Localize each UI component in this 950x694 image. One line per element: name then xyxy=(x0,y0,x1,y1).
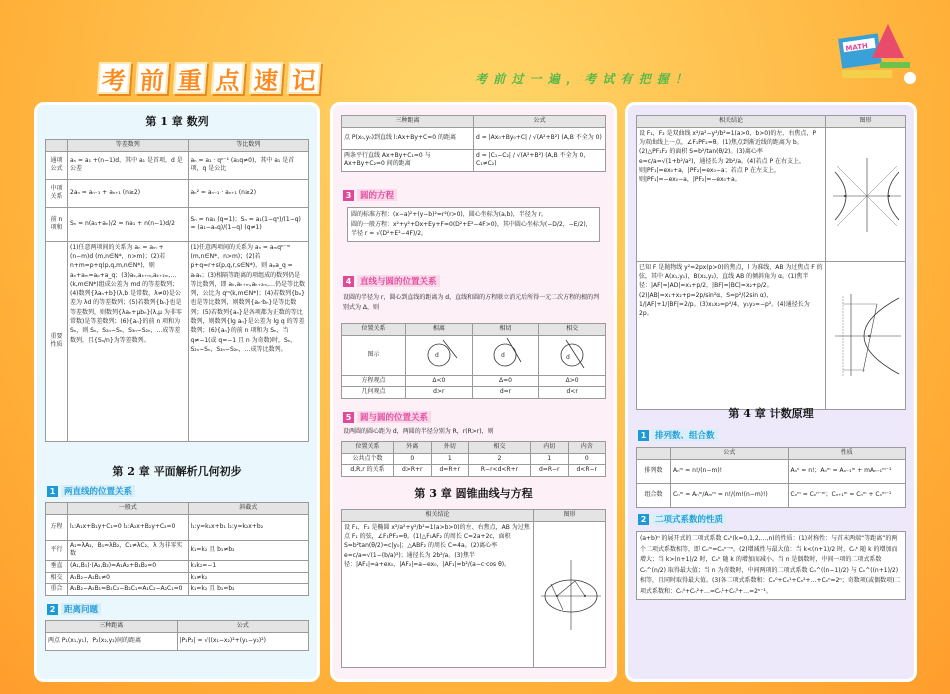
section-title: 直线与圆的位置关系 xyxy=(357,275,440,287)
table-header: 内含 xyxy=(568,442,606,454)
section-heading xyxy=(638,429,718,441)
row-label: 方程观点 xyxy=(342,375,406,387)
section-title: 排列数、组合数 xyxy=(652,429,718,441)
title-char: 速 xyxy=(249,62,283,94)
table-cell: Aₙⁿ = n!；Aₙᵐ = Aₙ₋₁ᵐ + mAₙ₋₁ᵐ⁻¹ xyxy=(788,459,906,483)
table-header xyxy=(46,503,68,515)
hyperbola-figure xyxy=(829,154,903,234)
tangent-line-circle-figure xyxy=(485,338,525,372)
table-cell: Δ=0 xyxy=(472,375,539,387)
table-header: 位置关系 xyxy=(342,442,394,454)
table-cell: 1 xyxy=(531,453,569,465)
section-number: 5 xyxy=(343,412,354,423)
table-cell: 0 xyxy=(568,453,606,465)
circle-standard-text: 圆的标准方程：(x−a)²+(y−b)²=r²(r>0)，圆心坐标为(a,b)，半径为 r。 xyxy=(351,211,548,218)
row-label: 相交 xyxy=(46,572,68,584)
table-cell: l₁:A₁x+B₁y+C₁=0 l₂:A₂x+B₂y+C₂=0 xyxy=(68,514,189,540)
table-header xyxy=(46,140,68,152)
table-header: 三种距离 xyxy=(46,621,178,633)
table-cell: d<r xyxy=(539,387,606,399)
table-cell: Δ<0 xyxy=(406,375,473,387)
panel-column-1 xyxy=(34,102,320,682)
svg-text:d: d xyxy=(434,352,439,360)
table-cell: 1 xyxy=(431,453,469,465)
row-label: 方程 xyxy=(46,514,68,540)
row-label: 平行 xyxy=(46,540,68,560)
chapter-1-title: 第 1 章 数列 xyxy=(145,115,209,128)
section-heading xyxy=(343,189,397,201)
table-cell: (1)任意两项间的关系为 aₙ = aₘ +(n−m)d (m,n∈N*，n>m)；(2)若 n+m=p+q(p,q,m,n∈N*)，则 aₙ+aₘ=aₚ+a_q；(3)aₖ,aₖ₊ₘ,aₖ₊₂ₘ,…(k,m∈N*)组成公差为 md 的等差数列；(4)数列{λaₙ+b}(λ,b 是常数，λ≠0)是公差为 λd 的等差数列；(5)若数列{bₙ}也是等差数列，则数列{λaₙ+μbₙ}(λ,μ 为非零常数)是等差数列；(6){aₙ}的前 n 项和为 Sₙ，则 Sₙ，S₂ₙ−Sₙ，S₃ₙ−S₂ₙ，…成等差数列，且{Sₙ/n}为等差数列。 xyxy=(68,241,189,441)
diagram-cell xyxy=(406,335,473,375)
row-label: 通项公式 xyxy=(46,151,68,179)
table-cell: d<R−r xyxy=(568,465,606,477)
section-title: 两直线的位置关系 xyxy=(61,485,135,497)
row-label: 图示 xyxy=(342,335,406,375)
table-cell: 2aₙ = aₙ₋₁ + aₙ₊₁ (n≥2) xyxy=(68,179,189,207)
table-header: 相关结论 xyxy=(637,116,826,128)
diagram-cell xyxy=(534,521,606,667)
row-label: 中项关系 xyxy=(46,179,68,207)
table-header: 内切 xyxy=(531,442,569,454)
row-label: 重合 xyxy=(46,584,68,596)
chapter-3-title: 第 3 章 圆锥曲线与方程 xyxy=(414,487,533,500)
section-number: 1 xyxy=(638,430,649,441)
table-cell: 两点 P₁(x₁,y₁)，P₂(x₂,y₂)间的距离 xyxy=(46,632,178,650)
section-number: 1 xyxy=(47,486,58,497)
title-char: 重 xyxy=(173,62,207,94)
table-cell: d=R+r xyxy=(431,465,469,477)
distance-table-continued xyxy=(341,115,606,172)
chapter-4-title: 第 4 章 计数原理 xyxy=(728,407,814,420)
row-label: 重要性质 xyxy=(46,241,68,441)
circle-equation-box xyxy=(347,207,600,242)
sequence-table xyxy=(45,139,309,442)
table-cell: 2 xyxy=(469,453,531,465)
title-char: 记 xyxy=(287,62,321,94)
title-char: 考 xyxy=(97,62,131,94)
table-cell: Cₙᵐ = Aₙᵐ/Aₘᵐ = n!/(m!(n−m)!) xyxy=(671,483,789,507)
table-cell: Sₙ = n(a₁+aₙ)/2 = na₁ + n(n−1)d/2 xyxy=(68,207,189,241)
table-cell: k₁k₂=−1 xyxy=(188,561,309,573)
table-cell: d>R+r xyxy=(394,465,432,477)
title-char: 前 xyxy=(135,62,169,94)
section-title: 圆的方程 xyxy=(357,189,397,201)
table-cell: aₙ = a₁ · qⁿ⁻¹ (a₁q≠0)，其中 a₁ 是首项，q 是公比 xyxy=(188,151,309,179)
table-cell: k₁≠k₂ xyxy=(188,572,309,584)
table-header: 相关结论 xyxy=(342,510,534,522)
row-label: d,R,r 的关系 xyxy=(342,465,394,477)
table-cell: aₙ² = aₙ₋₁ · aₙ₊₁ (n≥2) xyxy=(188,179,309,207)
section-number: 4 xyxy=(343,276,354,287)
row-label: 组合数 xyxy=(637,483,671,507)
svg-text:MATH: MATH xyxy=(845,41,869,53)
section-heading xyxy=(47,603,101,615)
table-cell: A₁=λA₂，B₁=λB₂，C₁≠λC₂，λ 为非零实数 xyxy=(68,540,189,560)
section-heading xyxy=(638,513,726,525)
table-cell: 已知 F 是抛物线 y²=2px(p>0)的焦点，l 为准线，AB 为过焦点 F 的弦，其中 A(x₁,y₁)，B(x₂,y₂)，直线 AB 的倾斜角为 α。(1)焦半径：|AF|=|AD|=x₁+p/2，|BF|=|BC|=x₂+p/2。(2)|AB|=x₁+x₂+p=2p/sin²α，S=p²/(2sin α)，1/|AF|+1/|BF|=2/p。(3)x₁x₂=p²/4，y₁y₂=−p²。(4)通径长为 2p。 xyxy=(637,261,826,409)
table-header: 外切 xyxy=(431,442,469,454)
circle-general-text: 圆的一般方程：x²+y²+Dx+Ey+F=0(D²+E²−4F>0)，其中圆心坐标为(−D/2，−E/2)，半径 r = √(D²+E²−4F)/2。 xyxy=(351,220,592,238)
table-cell: k₁=k₂ 且 b₁=b₂ xyxy=(188,584,309,596)
math-book-decoration-icon xyxy=(832,18,922,98)
row-label: 排列数 xyxy=(637,459,671,483)
section-title: 圆与圆的位置关系 xyxy=(357,411,431,423)
section-heading xyxy=(47,485,135,497)
table-cell: Sₙ = na₁ (q=1)；Sₙ = a₁(1−qⁿ)/(1−q) = (a₁−aₙq)/(1−q) (q≠1) xyxy=(188,207,309,241)
table-cell: 点 P(x₀,y₀)到直线 l:Ax+By+C=0 的距离 xyxy=(342,127,474,149)
table-cell: R−r<d<R+r xyxy=(469,465,531,477)
table-cell: d>r xyxy=(406,387,473,399)
row-label: 前 n 项和 xyxy=(46,207,68,241)
title-char: 点 xyxy=(211,62,245,94)
table-header: 位置关系 xyxy=(342,324,406,336)
section-heading xyxy=(343,275,440,287)
line-relation-table xyxy=(45,502,309,596)
table-cell: |P₁P₂| = √((x₁−x₂)²+(y₁−y₂)²) xyxy=(177,632,309,650)
separate-line-circle-figure xyxy=(419,338,459,372)
section-heading xyxy=(343,411,431,423)
binomial-property-box: (a+b)ⁿ 的展开式的二项式系数 Cₙᵏ(k=0,1,2,…,n)的性质：(1)对称性：与首末两端“等距离”的两个二项式系数相等，即 Cₙᵐ=Cₙⁿ⁻ᵐ。(2)增减性与最大值：当 k<(n+1)/2 时，Cₙᵏ 随 k 的增加而增大；当 k>(n+1)/2 时，Cₙᵏ 随 k 的增加而减小。当 n 是偶数时，中间一项的二项式系数 Cₙ^(n/2) 取得最大值；当 n 为奇数时，中间两项的二项式系数 Cₙ^((n−1)/2) 与 Cₙ^((n+1)/2) 相等，且同时取得最大值。(3)各二项式系数和：Cₙ⁰+Cₙ¹+Cₙ²+…+Cₙⁿ=2ⁿ；奇数项(或偶数项)二项式系数和：Cₙ⁰+Cₙ²+…=Cₙ¹+Cₙ³+…=2ⁿ⁻¹。 xyxy=(636,531,906,600)
section-title: 二项式系数的性质 xyxy=(652,513,726,525)
line-circle-table xyxy=(341,323,606,399)
table-cell: Cₙᵐ = Cₙⁿ⁻ᵐ；Cₙ₊₁ᵐ = Cₙᵐ + Cₙᵐ⁻¹ xyxy=(788,483,906,507)
parabola-figure xyxy=(829,290,903,380)
table-cell: d=R−r xyxy=(531,465,569,477)
section-title: 距离问题 xyxy=(61,603,101,615)
table-header: 外离 xyxy=(394,442,432,454)
table-header: 公式 xyxy=(474,116,606,128)
row-label: 几何观点 xyxy=(342,387,406,399)
table-header: 图形 xyxy=(534,510,606,522)
table-cell: d = |Ax₀+By₀+C| / √(A²+B²) (A,B 不全为 0) xyxy=(474,127,606,149)
table-header: 三种距离 xyxy=(342,116,474,128)
section-number: 2 xyxy=(47,604,58,615)
table-header xyxy=(637,448,671,460)
table-header: 相离 xyxy=(406,324,473,336)
panel-column-2 xyxy=(330,102,617,682)
table-header: 一般式 xyxy=(68,503,189,515)
table-header: 斜截式 xyxy=(188,503,309,515)
intersect-line-circle-figure xyxy=(552,338,592,372)
row-label: 垂直 xyxy=(46,561,68,573)
page-title xyxy=(98,62,320,96)
distance-table xyxy=(45,620,309,651)
table-cell: d = |C₁−C₂| / √(A²+B²) (A,B 不全为 0，C₁≠C₂) xyxy=(474,149,606,171)
section-number: 3 xyxy=(343,190,354,201)
svg-text:d: d xyxy=(501,352,506,360)
table-cell: A₁B₂−A₂B₁≠0 xyxy=(68,572,189,584)
table-header: 相交 xyxy=(539,324,606,336)
table-cell: (1)任意两项间的关系为 aₙ = aₘqⁿ⁻ᵐ (m,n∈N*，n>m)；(2)若 p+q=r+s(p,q,r,s∈N*)，则 aₚa_q = aᵣaₛ；(3)相隔等距离的项组成的数列仍是等比数列，即 aₖ,aₖ₊ₘ,aₖ₊₂ₘ,…仍是等比数列，公比为 qᵐ(k,m∈N*)；(4)若数列{bₙ}也是等比数列，则数列{aₙ·bₙ}是等比数列；(5)若数列{aₙ}是各项都为正数的等比数列，则数列{lg aₙ}是公差为 lg q 的等差数列；(6){aₙ}的前 n 项和为 Sₙ，当 q≠−1(或 q=−1 且 n 为奇数)时，Sₙ，S₂ₙ−Sₙ，S₃ₙ−S₂ₙ，…成等比数列。 xyxy=(188,241,309,441)
table-cell: 两条平行直线 Ax+By+C₁=0 与 Ax+By+C₂=0 间的距离 xyxy=(342,149,474,171)
permutation-table xyxy=(636,447,906,508)
table-cell: 0 xyxy=(394,453,432,465)
panel-column-3 xyxy=(625,102,917,682)
table-header: 相交 xyxy=(469,442,531,454)
circle-circle-intro: 设两圆的圆心距为 d，两圆的半径分别为 R，r(R>r)，则 xyxy=(343,428,494,435)
circle-circle-table xyxy=(341,441,606,477)
table-header: 等比数列 xyxy=(188,140,309,152)
diagram-cell xyxy=(472,335,539,375)
table-cell: (A₁,B₁)·(A₂,B₂)=A₁A₂+B₁B₂=0 xyxy=(68,561,189,573)
table-header: 公式 xyxy=(671,448,789,460)
diagram-cell xyxy=(826,127,906,261)
table-cell: A₁B₂−A₂B₁=B₁C₂−B₂C₁=A₁C₂−A₂C₁=0 xyxy=(68,584,189,596)
hyperbola-parabola-table xyxy=(636,115,906,410)
table-cell: 设 F₁，F₂ 是椭圆 x²/a²+y²/b²=1(a>b>0)的左、右焦点，AB 为过焦点 F₁ 的弦，∠F₁PF₂=θ。(1)△F₁AF₂ 的周长 C=2a+2c，面积 S=b²tan(θ/2)=c|y₀|；△ABF₂ 的周长 C=4a。(2)离心率 e=c/a=√(1−(b/a)²)；通径长为 2b²/a。(3)焦半径：|AF₁|=a+ex₀，|AF₂|=a−ex₀，|AF₁|=b²/(a−c·cos θ)。 xyxy=(342,521,534,667)
table-cell: 设 F₁，F₂ 是双曲线 x²/a²−y²/b²=1(a>0，b>0)的左、右焦点，P 为双曲线上一点，∠F₁PF₂=θ。(1)焦点到渐近线的距离为 b。(2)△PF₁F₂ 的面积 S=b²/tan(θ/2)。(3)离心率 e=c/a=√(1+b²/a²)，通径长为 2b²/a。(4)若点 P 在右支上，则|PF₁|=ex₀+a，|PF₂|=ex₀−a；若点 P 在左支上，则|PF₁|=−ex₀−a，|PF₂|=−ex₀+a。 xyxy=(637,127,826,261)
line-circle-intro: 设圆的半径为 r，圆心到直线的距离为 d，直线和圆的方程联立消元后所得一元二次方程的根的判别式为 Δ，则 xyxy=(343,294,600,311)
slogan: 考 前 过 一 遍 ， 考 试 有 把 握 ！ xyxy=(475,72,688,86)
row-label: 公共点个数 xyxy=(342,453,394,465)
table-header: 图形 xyxy=(826,116,906,128)
table-header: 性质 xyxy=(788,448,906,460)
table-cell: Δ>0 xyxy=(539,375,606,387)
table-header: 相切 xyxy=(472,324,539,336)
svg-text:d: d xyxy=(566,354,570,362)
table-cell: l₁:y=k₁x+b₁ l₂:y=k₂x+b₂ xyxy=(188,514,309,540)
diagram-cell xyxy=(539,335,606,375)
table-cell: aₙ = a₁ +(n−1)d，其中 a₁ 是首项，d 是公差 xyxy=(68,151,189,179)
section-number: 2 xyxy=(638,514,649,525)
chapter-2-title: 第 2 章 平面解析几何初步 xyxy=(112,465,242,478)
diagram-cell xyxy=(826,261,906,409)
table-cell: Aₙᵐ = n!/(n−m)! xyxy=(671,459,789,483)
table-header: 公式 xyxy=(177,621,309,633)
ellipse-figure xyxy=(537,554,603,634)
table-cell: d=r xyxy=(472,387,539,399)
table-header: 等差数列 xyxy=(68,140,189,152)
table-cell: k₁=k₂ 且 b₁≠b₂ xyxy=(188,540,309,560)
ellipse-table xyxy=(341,509,606,668)
